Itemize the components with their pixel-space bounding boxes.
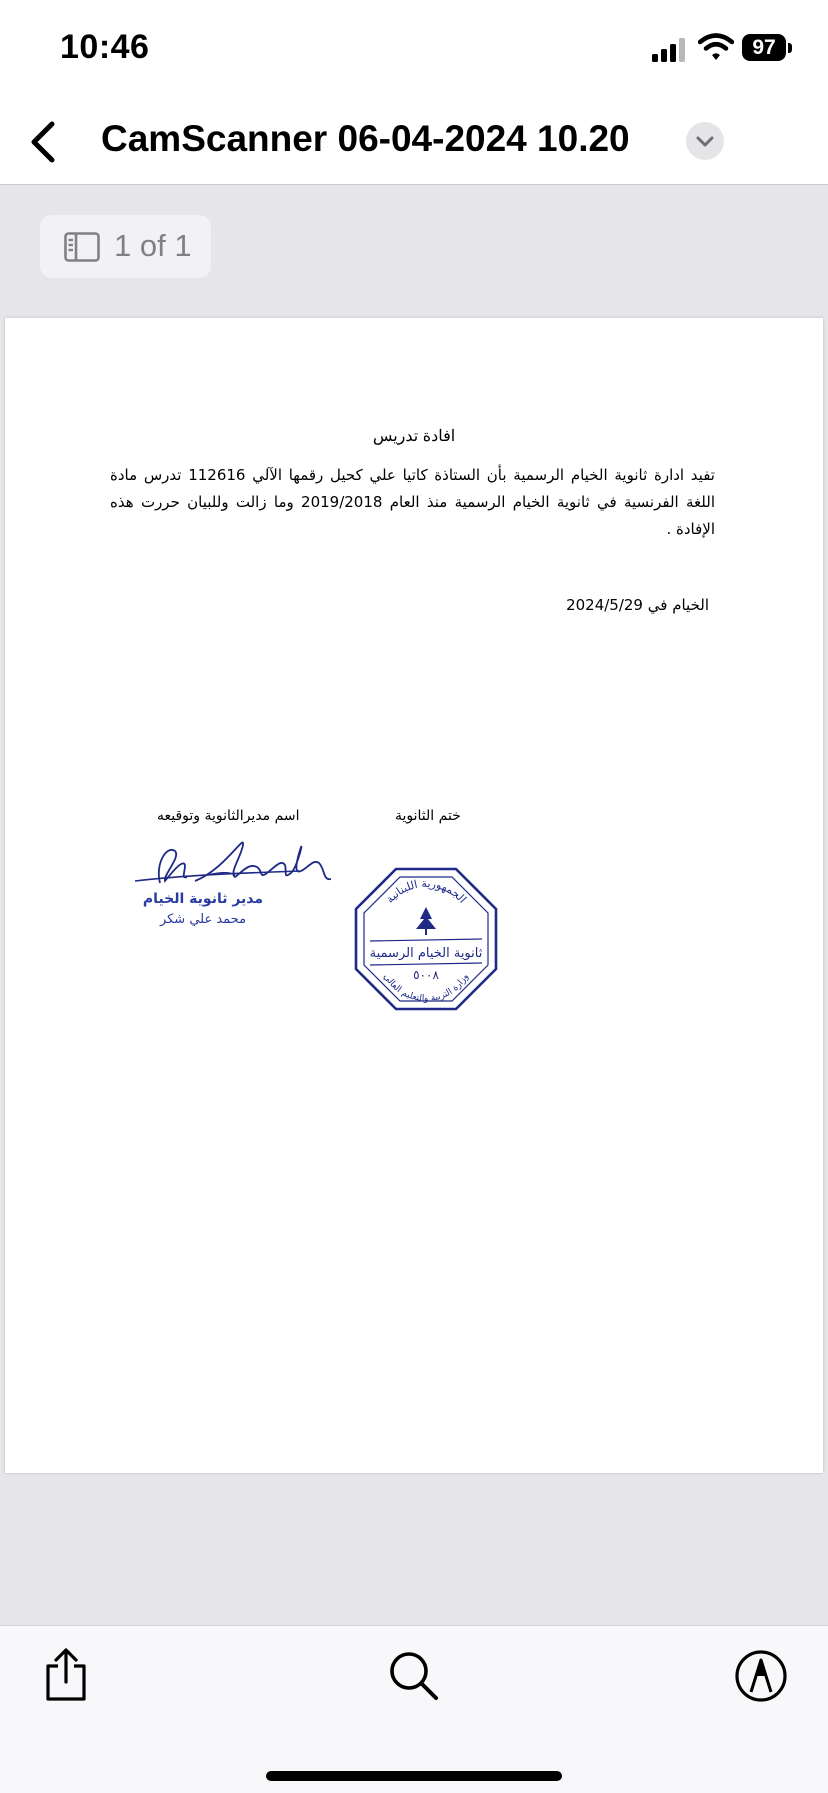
stamp-bottom-text: وزارة التربية والتعليم العالي xyxy=(381,972,471,1005)
back-button[interactable] xyxy=(18,114,74,170)
document-paragraph: تفيد ادارة ثانوية الخيام الرسمية بأن الستاذة كاتيا علي كحيل رقمها الآلي 112616 تدرس مادة اللغة الفرنسية في ثانوية الخيام الرسمية منذ العام 2019/2018 وما زالت وللبيان حررت هذه الإفادة . xyxy=(110,466,715,538)
battery-icon xyxy=(742,34,792,62)
battery-level: 97 xyxy=(742,34,786,61)
bottom-toolbar xyxy=(0,1625,828,1793)
wifi-icon xyxy=(698,33,734,61)
document-date: الخيام في 2024/5/29 xyxy=(566,596,709,614)
stamp-top-text: الجمهورية اللبنانية xyxy=(383,876,469,906)
status-bar xyxy=(0,0,828,100)
search-icon[interactable] xyxy=(384,1646,444,1706)
page-indicator[interactable] xyxy=(40,215,211,278)
home-indicator[interactable] xyxy=(266,1771,562,1781)
stamp-middle-text: ثانوية الخيام الرسمية xyxy=(369,946,483,961)
cellular-signal-icon xyxy=(652,38,688,62)
page-count-label: 1 of 1 xyxy=(114,228,192,263)
share-icon[interactable] xyxy=(36,1646,96,1706)
status-time: 10:46 xyxy=(60,28,150,66)
official-stamp xyxy=(350,863,502,1015)
principal-signature xyxy=(125,823,355,933)
sidebar-icon xyxy=(64,232,100,262)
document-title[interactable]: CamScanner 06-04-2024 10.20 xyxy=(101,118,630,159)
battery-tip xyxy=(788,43,792,53)
markup-pen-icon[interactable] xyxy=(731,1646,791,1706)
stamp-number-text: ٥٠٠٨ xyxy=(413,968,439,982)
title-menu-button[interactable] xyxy=(686,122,724,160)
document-page[interactable] xyxy=(5,318,823,1473)
signature-name-text: محمد علي شكر xyxy=(159,912,247,927)
chevron-down-icon xyxy=(686,122,724,160)
document-heading: افادة تدريس xyxy=(372,428,456,445)
navigation-bar xyxy=(0,100,828,185)
signature-title-text: مدير ثانوية الخيام xyxy=(142,891,264,907)
principal-label: اسم مديرالثانوية وتوقيعه xyxy=(157,808,300,824)
stamp-label: ختم الثانوية xyxy=(395,808,461,824)
